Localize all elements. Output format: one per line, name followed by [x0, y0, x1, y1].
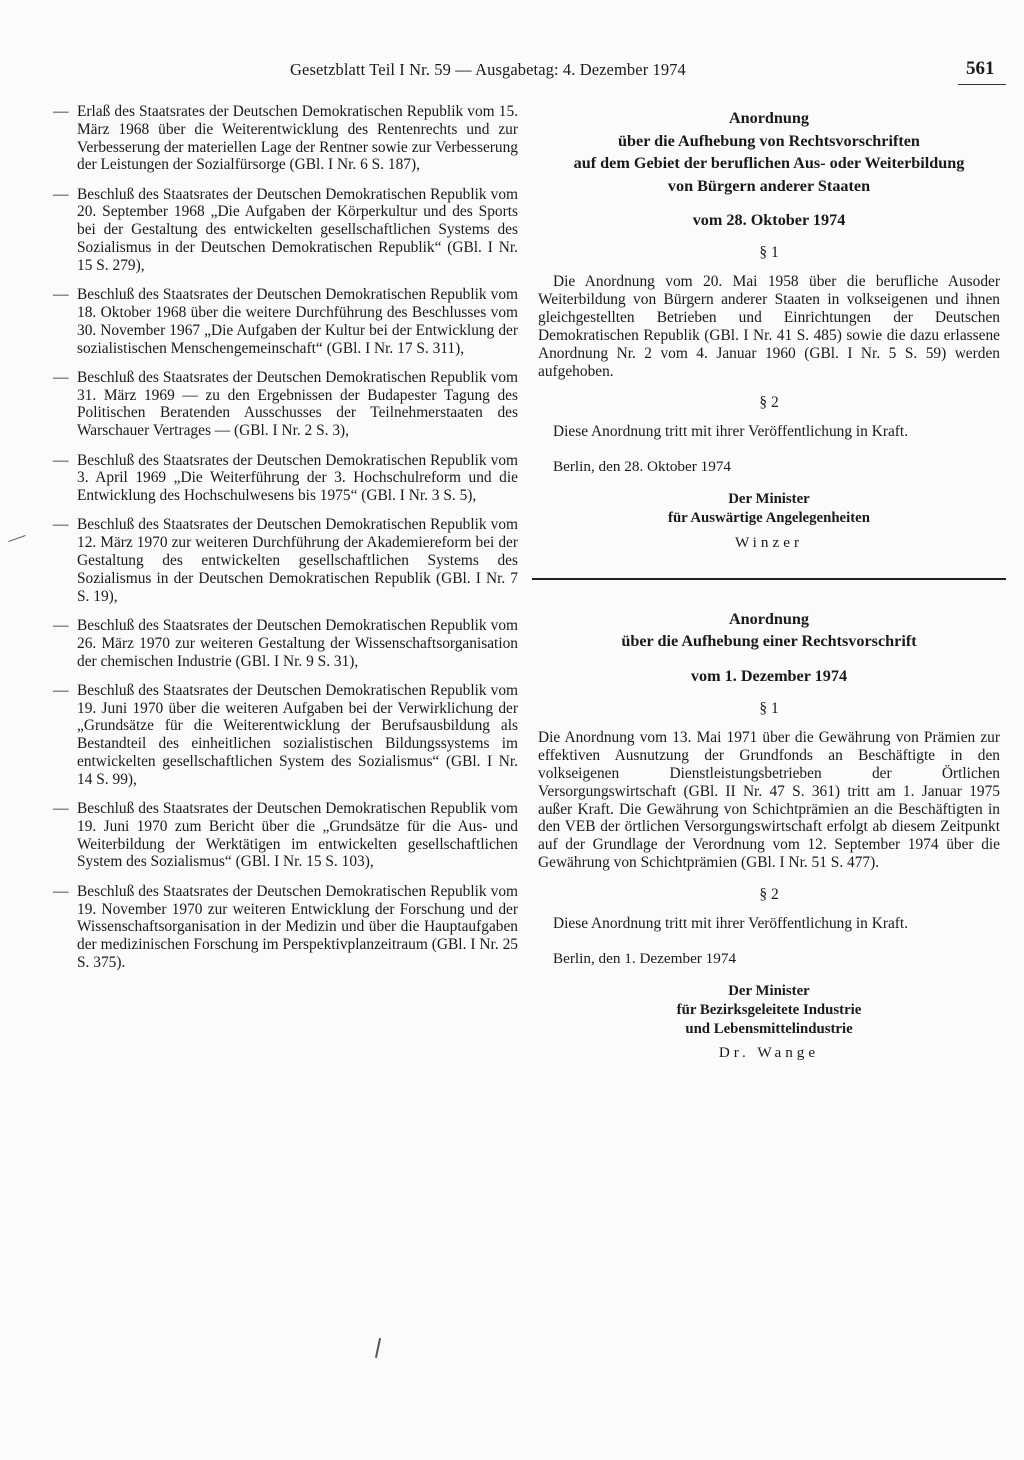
decree-text: Beschluß des Staatsrates der Deutschen Demokratischen Republik vom 3. April 1969 „Die Weiterführung der 3. Hochschulreform und die Entwicklung des Hochschulwesens bis 1975“ (GBl. I Nr. 3 S. 5), [77, 451, 518, 505]
dash-bullet: — [53, 800, 69, 818]
dash-bullet: — [53, 616, 69, 634]
order-title [538, 107, 1000, 197]
section-divider [532, 578, 1006, 580]
signature-block [538, 490, 1000, 552]
list-item [50, 617, 518, 670]
decree-text: Beschluß des Staatsrates der Deutschen Demokratischen Republik vom 19. Juni 1970 zum Bericht über die „Grundsätze für die Aus- und Weiterbildung der Werktätigen im entwickelten gesellschaftlichen System des Sozialismus“ (GBl. I Nr. 15 S. 103), [77, 800, 518, 871]
section-text: Diese Anordnung tritt mit ihrer Veröffentlichung in Kraft. [553, 423, 909, 441]
order-title-line: über die Aufhebung von Rechtsvorschriften [618, 131, 920, 150]
dash-bullet: — [53, 185, 69, 203]
order-shift-bonus [538, 608, 1000, 1063]
order-title [538, 608, 1000, 653]
decree-text: Beschluß des Staatsrates der Deutschen Demokratischen Republik vom 19. Juni 1970 über die weiteren Aufgaben bei der Verwirklichung der „Grundsätze für die Weiterentwicklung der Berufsausbildung als Bestandteil des einheitlichen sozialistischen Bildungssystems im entwickelten gesellschaftlichen System des Sozialismus“ (GBl. I Nr. 14 S. 99), [77, 681, 518, 788]
list-item [50, 883, 518, 972]
decree-text: Beschluß des Staatsrates der Deutschen Demokratischen Republik vom 31. März 1969 — zu den Ergebnissen der Budapester Tagung des Politischen Beratenden Ausschusses der Teilnehmerstaaten des Warschauer Vertrages — (GBl. I Nr. 2 S. 3), [77, 368, 518, 440]
list-item [50, 186, 518, 275]
decree-text: Erlaß des Staatsrates der Deutschen Demokratischen Republik vom 15. März 1968 über die Weiterentwicklung des Rentenrechts und zur Verbesserung der materiellen Lage der Rentner sowie zur Verbesserung der Leistungen der Sozialfürsorge (GBl. I Nr. 6 S. 187), [77, 103, 518, 174]
order-foreign-training [538, 107, 1000, 552]
order-title-line: Anordnung [728, 609, 810, 628]
list-item [50, 369, 518, 440]
section-text: Diese Anordnung tritt mit ihrer Veröffentlichung in Kraft. [553, 915, 909, 933]
gazette-header-title: Gesetzblatt Teil I Nr. 59 — Ausgabetag: 4. Dezember 1974 [290, 60, 686, 79]
dash-bullet: — [53, 368, 69, 386]
section-text: Die Anordnung vom 20. Mai 1958 über die berufliche Ausoder Weiterbildung von Bürgern anderer Staaten in volkseigenen und ihnen gleichgestellten Betrieben und Einrichtungen der Deutschen Demokratischen Republik (GBl. I Nr. 41 S. 485) sowie die dazu erlassene Anordnung Nr. 2 vom 4. Januar 1960 (GBl. I Nr. 5 S. 59) werden aufgehoben. [538, 273, 1000, 380]
section-mark: § 2 [759, 886, 779, 904]
section-mark: § 1 [759, 699, 779, 717]
margin-mark [8, 535, 25, 542]
signatory-office: für Bezirksgeleitete Industrie [676, 1001, 862, 1018]
signatory-name: Winzer [734, 533, 804, 551]
order-title-line: von Bürgern anderer Staaten [667, 176, 871, 195]
order-date: vom 28. Oktober 1974 [692, 211, 846, 229]
list-item [50, 286, 518, 357]
decree-text: Beschluß des Staatsrates der Deutschen Demokratischen Republik vom 20. September 1968 „Die Aufgaben der Körperkultur und des Sports bei der Gestaltung des entwickelten gesellschaftlichen Systems des Sozialismus in der Deutschen Demokratischen Republik“ (GBl. I Nr. 15 S. 279), [77, 185, 518, 274]
section-mark: § 1 [759, 244, 779, 261]
list-item [50, 103, 518, 174]
signatory-office: Der Minister [728, 491, 810, 508]
order-title-line: über die Aufhebung einer Rechtsvorschrift [621, 632, 917, 651]
section-text: Die Anordnung vom 13. Mai 1971 über die Gewährung von Prämien zur effektiven Ausnutzung der Grundfonds an Beschäftigte in den volkseigenen Dienstleistungsbetrieben der Örtlichen Versorgungswirtschaft (GBl. II Nr. 47 S. 361) tritt am 1. Januar 1975 außer Kraft. Die Gewährung von Schichtprämien an die Beschäftigten in den VEB der örtlichen Versorgungswirtschaft erfolgt ab diesem Zeitpunkt auf der Grundlage der Verordnung vom 12. September 1974 über die Gewährung von Schichtprämien (GBl. I Nr. 51 S. 477). [538, 728, 1000, 872]
page-number-rule [958, 84, 1006, 85]
place-date: Berlin, den 1. Dezember 1974 [553, 950, 737, 968]
order-title-line: auf dem Gebiet der beruflichen Aus- oder Weiterbildung [573, 154, 965, 172]
pen-mark [375, 1338, 381, 1358]
right-column [538, 107, 1000, 1062]
order-date: vom 1. Dezember 1974 [690, 666, 848, 685]
place-date: Berlin, den 28. Oktober 1974 [553, 458, 732, 476]
decree-text: Beschluß des Staatsrates der Deutschen Demokratischen Republik vom 26. März 1970 zur weiteren Gestaltung der Wissenschaftsorganisation der chemischen Industrie (GBl. I Nr. 9 S. 31), [77, 616, 518, 670]
section-mark: § 2 [759, 394, 779, 412]
dash-bullet: — [53, 286, 69, 304]
signatory-office: für Auswärtige Angelegenheiten [668, 510, 870, 527]
signatory-name: Dr. Wange [718, 1044, 820, 1062]
dash-bullet: — [53, 681, 69, 699]
dash-bullet: — [53, 103, 69, 120]
signatory-office: Der Minister [728, 983, 810, 1000]
dash-bullet: — [53, 882, 69, 900]
page-number: 561 [966, 58, 995, 79]
signatory-office: und Lebensmittelindustrie [685, 1020, 853, 1037]
list-item [50, 682, 518, 789]
decree-text: Beschluß des Staatsrates der Deutschen Demokratischen Republik vom 19. November 1970 zur weiteren Entwicklung der Forschung und der Wissenschaftsorganisation in der Medizin und über die Hauptaufgaben der medizinischen Forschung im Perspektivplanzeitraum (GBl. I Nr. 25 S. 375). [77, 882, 518, 971]
decree-text: Beschluß des Staatsrates der Deutschen Demokratischen Republik vom 18. Oktober 1968 über die weitere Durchführung des Beschlusses vom 30. November 1967 „Die Aufgaben der Kultur bei der Entwicklung der sozialistischen Menschengemeinschaft“ (GBl. I Nr. 17 S. 311), [77, 286, 518, 357]
list-item [50, 452, 518, 505]
decree-text: Beschluß des Staatsrates der Deutschen Demokratischen Republik vom 12. März 1970 zur weiteren Durchführung der Akademiereform bei der Gestaltung des entwickelten gesellschaftlichen Systems des Sozialismus in der Deutschen Demokratischen Republik (GBl. I Nr. 7 S. 19), [77, 516, 518, 605]
list-item [50, 516, 518, 605]
order-title-line: Anordnung [728, 109, 810, 127]
dash-bullet: — [53, 516, 69, 534]
dash-bullet: — [53, 451, 69, 469]
page-header [0, 60, 1024, 86]
list-item [50, 800, 518, 871]
left-column-decree-list [50, 103, 518, 983]
signature-block [538, 982, 1000, 1062]
